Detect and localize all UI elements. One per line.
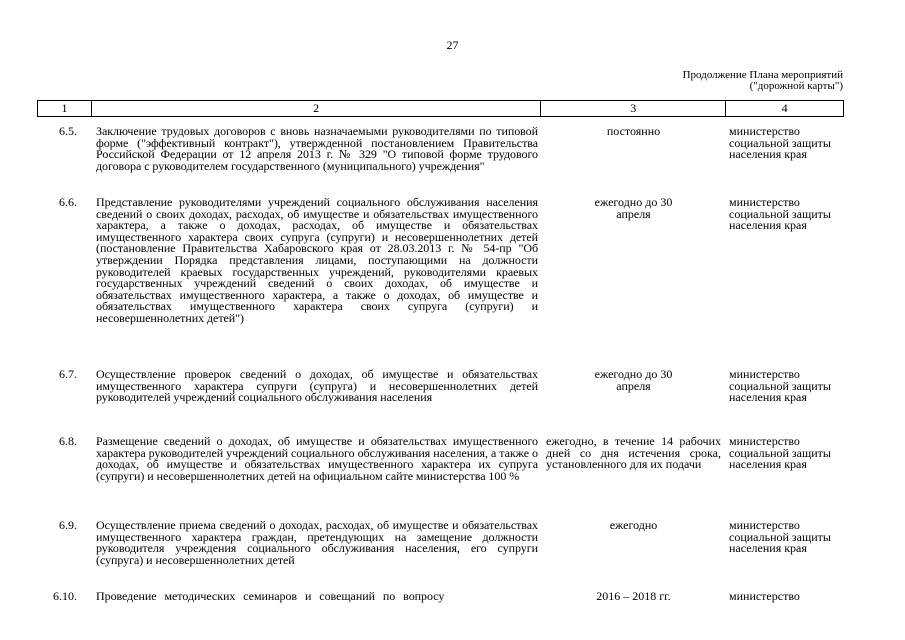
row-description: Проведение методических семинаров и совещаний по вопросу: [96, 589, 445, 603]
row-term: ежегодно: [609, 518, 658, 532]
page-number: 27: [446, 38, 459, 52]
continuation-title-line2: ("дорожной карты"): [749, 80, 843, 92]
row-description: Заключение трудовых договоров с вновь назначаемыми руководителями по типовой форме ("эффективный контракт"), утвержденной постановлением Правительства Российской Федерации от 12 апреля 2013 г. № 329 "О типовой форме трудового договора с руководителем государственного (муниципального) учреждения": [96, 124, 538, 173]
row-responsible: министерство социальной защиты населения края: [729, 195, 831, 233]
column-header-1: 1: [38, 101, 92, 116]
row-number: 6.10.: [53, 589, 77, 603]
column-header-3: 3: [541, 101, 726, 116]
column-header-2: 2: [92, 101, 541, 116]
row-responsible: министерство: [729, 589, 800, 603]
row-description: Осуществление приема сведений о доходах, расходах, об имуществе и обязательствах имущественного характера граждан, претендующих на замещение должности руководителя учреждения социального обслуживания населения, его супруги (супруга) и несовершеннолетних детей: [96, 518, 538, 567]
plan-table: [37, 100, 844, 603]
row-term: постоянно: [606, 124, 661, 138]
continuation-title-line1: Продолжение Плана мероприятий: [682, 69, 843, 81]
column-header-4: 4: [726, 101, 844, 116]
row-term: ежегодно, в течение 14 рабочих дней со дня истечения срока, установленного для их подачи: [546, 434, 721, 472]
row-description: Представление руководителями учреждений социального обслуживания населения сведений о своих доходах, расходах, об имуществе и обязательствах имущественного характера, а также о доходах, расходах, об имуществе и обязательствах имущественного характера своих супруга (супруги) и несовершеннолетних детей (постановление Правительства Хабаровского края от 28.03.2013 г. № 54-пр "Об утверждении Порядка представления лицами, поступающими на должности руководителей краевых государственных учреждений, руководителями краевых государственных учреждений сведений о своих доходах, об имуществе и обязательствах имущественного характера, а также о доходах, об имуществе и обязательствах имущественного характера своих супруга (супруги) и несовершеннолетних детей"): [96, 195, 538, 325]
row-responsible: министерство социальной защиты населения края: [729, 367, 831, 405]
row-number: 6.6.: [59, 195, 77, 209]
row-responsible: министерство социальной защиты населения края: [729, 518, 831, 556]
row-description: Осуществление проверок сведений о доходах, об имуществе и обязательствах имущественного характера супруги (супруга) и несовершеннолетних детей руководителей учреждений социального обслуживания населения: [96, 367, 538, 405]
row-number: 6.8.: [59, 434, 77, 448]
row-responsible: министерство социальной защиты населения края: [729, 124, 831, 162]
row-number: 6.5.: [59, 124, 77, 138]
row-number: 6.9.: [59, 518, 77, 532]
continuation-title: [683, 70, 843, 92]
row-number: 6.7.: [59, 367, 77, 381]
row-responsible: министерство социальной защиты населения края: [729, 434, 831, 472]
row-term: ежегодно до 30 апреля: [594, 367, 673, 393]
table-header-row: [37, 100, 844, 117]
row-term: 2016 – 2018 гг.: [596, 589, 671, 603]
row-term: ежегодно до 30 апреля: [594, 195, 673, 221]
row-description: Размещение сведений о доходах, об имуществе и обязательствах имущественного характера руководителей учреждений социального обслуживания населения, а также о доходах, об имуществе и обязательствах имущественного характера их супруга (супруги) и несовершеннолетних детей на официальном сайте министерства 100 %: [96, 434, 538, 483]
